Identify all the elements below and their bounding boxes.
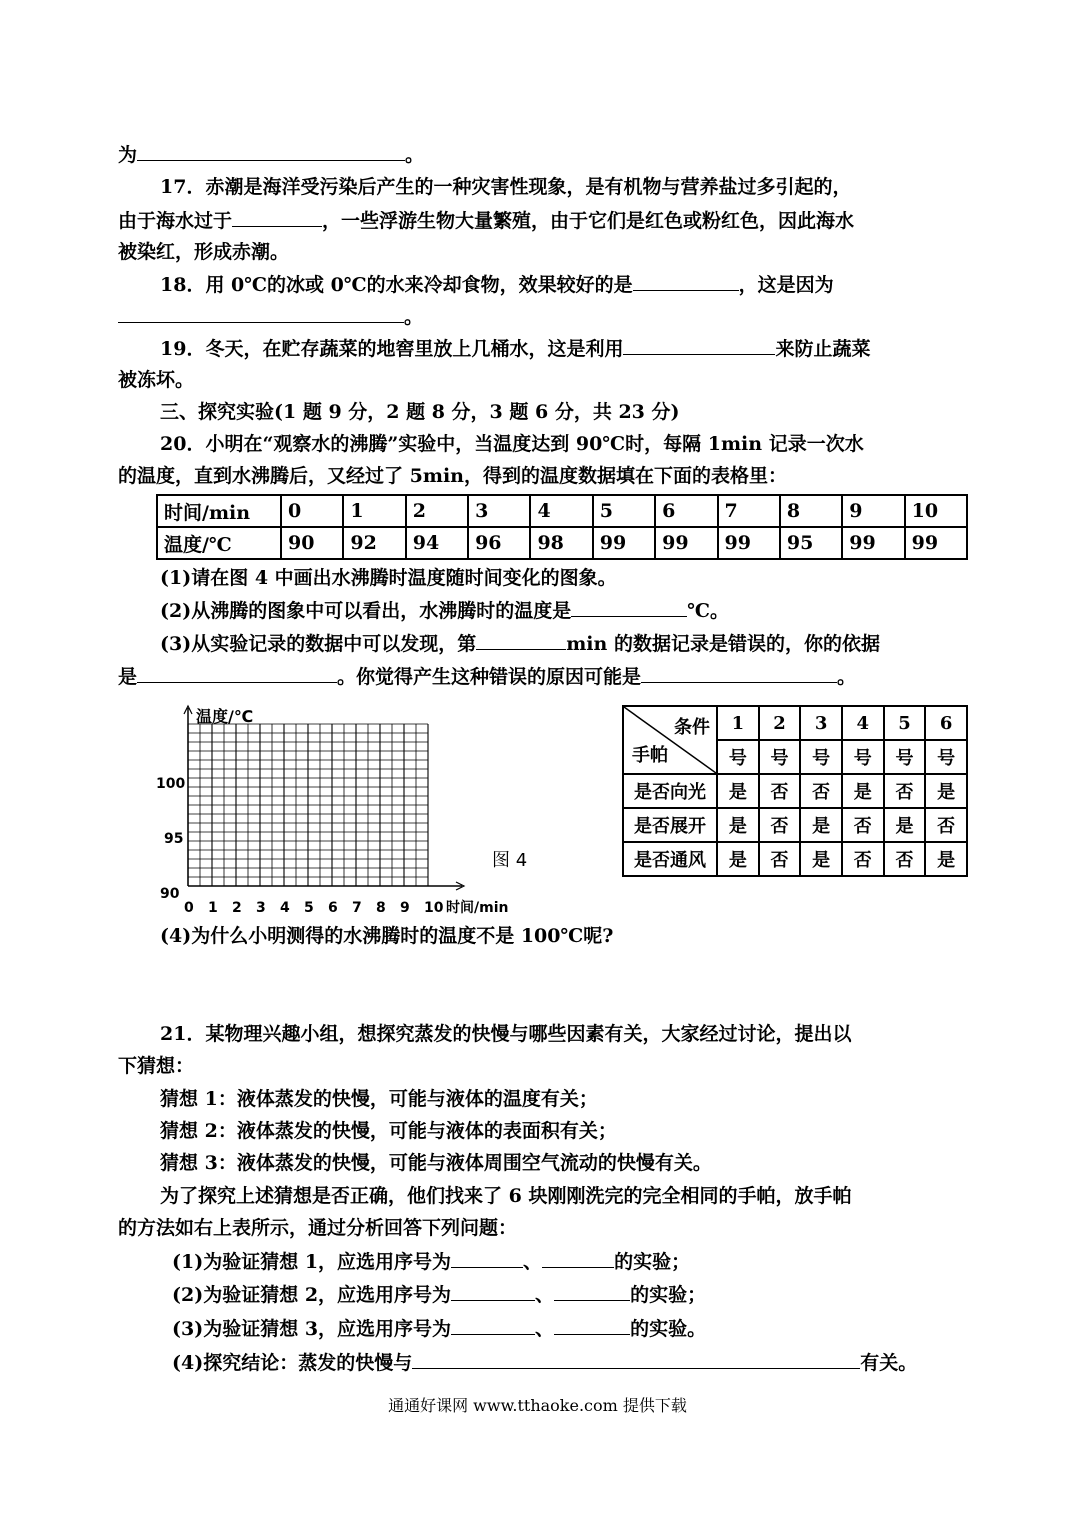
col-header: [800, 706, 842, 740]
text: 是: [118, 666, 138, 688]
table-cell: 是: [925, 774, 967, 808]
table-cell: 是: [842, 774, 884, 808]
col-header: 号: [842, 740, 884, 774]
text: ，一些浮游生物大量繁殖，由于它们是红色或粉红色，因此海水: [322, 210, 855, 232]
x-tick-label: 0: [184, 900, 194, 916]
col-header: 号: [759, 740, 801, 774]
q21-sub4: [172, 1350, 917, 1375]
table-cell: 92: [343, 527, 405, 559]
table-cell: 否: [884, 774, 926, 808]
table-cell: 否: [759, 842, 801, 876]
table-cell: 99: [905, 527, 967, 559]
table-cell: 是: [717, 808, 759, 842]
blank[interactable]: [623, 336, 775, 355]
q21-sub1: [172, 1249, 690, 1274]
text: (4)探究结论：蒸发的快慢与: [172, 1352, 413, 1374]
col-header: 号: [717, 740, 759, 774]
blank[interactable]: [137, 142, 405, 161]
text: 、: [535, 1284, 555, 1306]
y-axis-label: 温度/℃: [196, 707, 254, 726]
table-cell: 否: [759, 808, 801, 842]
corner-cell: [623, 706, 717, 774]
col-header: [842, 706, 884, 740]
col-header: 号: [800, 740, 842, 774]
table-cell: 是: [717, 842, 759, 876]
text: (1)为验证猜想 1，应选用序号为: [172, 1251, 452, 1273]
table-cell: 98: [530, 527, 592, 559]
text: ，这是因为: [738, 274, 834, 296]
table-cell: 是: [925, 842, 967, 876]
q20-part3-line2: [118, 664, 856, 689]
blank[interactable]: [451, 1282, 535, 1301]
table-cell: 99: [655, 527, 717, 559]
text: 、: [523, 1251, 543, 1273]
guess-3: 猜想 3：液体蒸发的快慢，可能与液体周围空气流动的快慢有关。: [160, 1152, 712, 1174]
row-label: 是否通风: [623, 842, 717, 876]
grid-lines: [188, 724, 428, 886]
text: 为: [118, 144, 138, 166]
col-header: [717, 706, 759, 740]
table-cell: 2: [406, 495, 468, 527]
table-cell: 3: [468, 495, 530, 527]
y-tick-100: 100: [156, 776, 186, 792]
x-tick-labels: [184, 900, 444, 916]
text: (2)为验证猜想 2，应选用序号为: [172, 1284, 452, 1306]
x-tick-label: 7: [352, 900, 362, 916]
figure-label: 图 4: [492, 850, 528, 871]
text: (3)从实验记录的数据中可以发现，第: [160, 633, 477, 655]
table-cell: 9: [842, 495, 904, 527]
temp-row: [157, 527, 967, 559]
col-header: [925, 706, 967, 740]
text: 2: [773, 712, 786, 734]
table-cell: 否: [925, 808, 967, 842]
y-tick-90: 90: [160, 886, 180, 902]
text: (2)从沸腾的图象中可以看出，水沸腾时的温度是: [160, 600, 572, 622]
text: 6: [939, 712, 953, 734]
blank[interactable]: [137, 664, 337, 683]
table-cell: 否: [759, 774, 801, 808]
q21-sub2: [172, 1282, 706, 1307]
table-cell: 94: [406, 527, 468, 559]
text: 来防止蔬菜: [775, 338, 871, 360]
q17-line1: 17．赤潮是海洋受污染后产生的一种灾害性现象，是有机物与营养盐过多引起的，: [160, 176, 852, 198]
blank[interactable]: [633, 272, 739, 291]
table-row: [623, 842, 967, 876]
x-tick-label: 9: [400, 900, 410, 916]
table-cell: 否: [800, 774, 842, 808]
x-tick-label: 2: [232, 900, 242, 916]
text: 的实验。: [630, 1318, 707, 1340]
blank[interactable]: [554, 1282, 630, 1301]
y-tick-95: 95: [164, 831, 184, 847]
text: 5: [898, 712, 911, 734]
table-cell: 10: [905, 495, 967, 527]
x-tick-label: 4: [280, 900, 290, 916]
table-cell: 否: [842, 842, 884, 876]
table-cell: 0: [281, 495, 343, 527]
blank[interactable]: [554, 1316, 630, 1335]
q21-line2: 下猜想：: [118, 1055, 195, 1077]
q20-part4: (4)为什么小明测得的水沸腾时的温度不是 100℃呢?: [160, 925, 614, 947]
text: 3: [814, 712, 828, 734]
table-cell: 是: [800, 842, 842, 876]
x-axis-label: 时间/min: [446, 900, 509, 916]
time-row: [157, 495, 967, 527]
blank[interactable]: [641, 664, 837, 683]
x-tick-label: 6: [328, 900, 338, 916]
q20-line2: 的温度，直到水沸腾后，又经过了 5min，得到的温度数据填在下面的表格里：: [118, 465, 787, 487]
table-header: 时间/min: [157, 495, 281, 527]
guess-1: 猜想 1：液体蒸发的快慢，可能与液体的温度有关；: [160, 1088, 598, 1110]
q18-line1: [160, 272, 834, 297]
temperature-table: [156, 494, 968, 560]
text: min 的数据记录是错误的，你的依据: [566, 633, 880, 655]
q21-line1: 21．某物理兴趣小组，想探究蒸发的快慢与哪些因素有关，大家经过讨论，提出以: [160, 1023, 852, 1045]
q17-line2: [118, 208, 854, 233]
table-row: [623, 774, 967, 808]
table-cell: 96: [468, 527, 530, 559]
table-cell: 5: [593, 495, 655, 527]
x-tick-label: 8: [376, 900, 386, 916]
col-header: [884, 706, 926, 740]
col-header: [759, 706, 801, 740]
blank[interactable]: [476, 631, 566, 650]
text: ℃。: [687, 600, 729, 622]
row-label: 是否展开: [623, 808, 717, 842]
text: (3)为验证猜想 3，应选用序号为: [172, 1318, 452, 1340]
table-header: 温度/℃: [157, 527, 281, 559]
table-cell: 否: [842, 808, 884, 842]
q18-line2: [118, 304, 423, 329]
table-cell: 99: [842, 527, 904, 559]
temperature-grid[interactable]: [150, 700, 530, 920]
text: 4: [856, 712, 870, 734]
text: 的实验；: [630, 1284, 707, 1306]
q20-part1: (1)请在图 4 中画出水沸腾时温度随时间变化的图象。: [160, 567, 617, 589]
text: 。: [404, 306, 424, 328]
q20-line1: 20．小明在“观察水的沸腾”实验中，当温度达到 90℃时，每隔 1min 记录一次水: [160, 433, 864, 455]
handkerchief-conditions-table: [622, 705, 968, 877]
corner-bottom-label: 手帕: [632, 745, 668, 766]
table-cell: 是: [884, 808, 926, 842]
answer-line-top: [118, 142, 424, 167]
blank[interactable]: [412, 1350, 860, 1369]
q20-part3-line1: [160, 631, 880, 656]
col-header: 号: [884, 740, 926, 774]
table-header-row: [623, 706, 967, 740]
table-cell: 99: [718, 527, 780, 559]
text: 。: [837, 666, 857, 688]
blank[interactable]: [451, 1249, 523, 1268]
x-tick-label: 1: [208, 900, 218, 916]
table-cell: 是: [800, 808, 842, 842]
q19-line1: [160, 336, 870, 361]
q17-line3: 被染红，形成赤潮。: [118, 241, 290, 263]
text: 18．用 0℃的冰或 0℃的水来冷却食物，效果较好的是: [160, 274, 633, 296]
blank[interactable]: [451, 1316, 535, 1335]
text: 的实验；: [614, 1251, 691, 1273]
table-cell: 8: [780, 495, 842, 527]
corner-top-label: 条件: [674, 717, 710, 738]
footer-text: 通通好课网 www.tthaoke.com 提供下载: [388, 1396, 687, 1415]
q21-para-line2: 的方法如右上表所示，通过分析回答下列问题：: [118, 1217, 518, 1239]
x-tick-label: 10: [424, 900, 444, 916]
table-cell: 95: [780, 527, 842, 559]
text: 、: [535, 1318, 555, 1340]
table-cell: 否: [884, 842, 926, 876]
text: 1: [731, 712, 745, 734]
x-tick-label: 3: [256, 900, 266, 916]
table-cell: 90: [281, 527, 343, 559]
q21-sub3: [172, 1316, 706, 1341]
table-cell: 6: [655, 495, 717, 527]
table-row: [623, 808, 967, 842]
text: 有关。: [860, 1352, 918, 1374]
blank[interactable]: [118, 304, 404, 323]
q20-part2: [160, 598, 729, 623]
text: 。你觉得产生这种错误的原因可能是: [337, 666, 642, 688]
blank[interactable]: [232, 208, 322, 227]
table-cell: 是: [717, 774, 759, 808]
text: 由于海水过于: [118, 210, 233, 232]
table-cell: 99: [593, 527, 655, 559]
q19-line2: 被冻坏。: [118, 369, 195, 391]
blank[interactable]: [542, 1249, 614, 1268]
col-header: 号: [925, 740, 967, 774]
table-cell: 1: [343, 495, 405, 527]
table-cell: 4: [530, 495, 592, 527]
guess-2: 猜想 2：液体蒸发的快慢，可能与液体的表面积有关；: [160, 1120, 617, 1142]
blank[interactable]: [571, 598, 687, 617]
section-3-title: 三、探究实验(1 题 9 分，2 题 8 分，3 题 6 分，共 23 分): [160, 401, 680, 423]
row-label: 是否向光: [623, 774, 717, 808]
table-cell: 7: [718, 495, 780, 527]
x-tick-label: 5: [304, 900, 314, 916]
text: 19．冬天，在贮存蔬菜的地窖里放上几桶水，这是利用: [160, 338, 624, 360]
q21-para-line1: 为了探究上述猜想是否正确，他们找来了 6 块刚刚洗完的完全相同的手帕，放手帕: [160, 1185, 852, 1207]
text: 。: [405, 144, 425, 166]
